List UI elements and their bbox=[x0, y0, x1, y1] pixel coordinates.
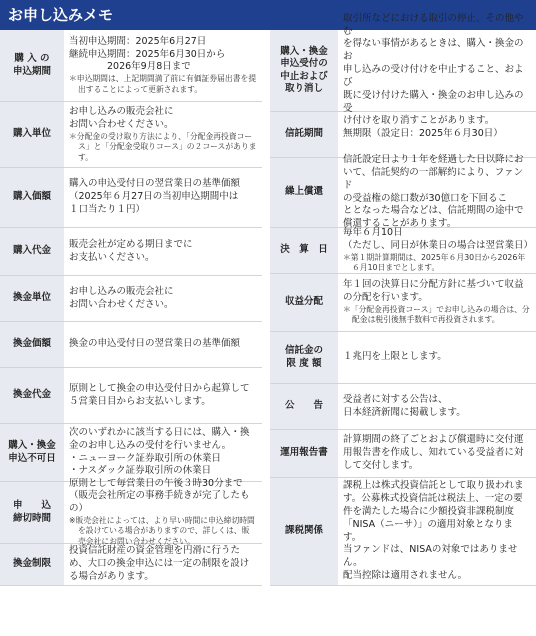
content-line: 金のお申し込みの受付を行いません。 bbox=[69, 439, 232, 451]
content-line: （ただし、同日が休業日の場合は翌営業日） bbox=[343, 239, 534, 251]
content-line: 当初申込期間：2025年6月27日 bbox=[69, 35, 207, 47]
memo-row bbox=[0, 544, 262, 586]
row-label: 換金制限 bbox=[0, 544, 64, 585]
memo-row bbox=[0, 30, 262, 102]
content-line: ととなった場合などは、信託期間の途中で bbox=[343, 205, 524, 217]
row-label: 信託期間 bbox=[270, 112, 338, 157]
content-line: お支払いください。 bbox=[69, 251, 155, 263]
row-label: 購入・換金 申込受付の 中止および 取り消し bbox=[270, 30, 338, 111]
content-line: 信託設定日より１年を経過した日以降にお bbox=[343, 154, 524, 166]
content-line: 毎年６月10日 bbox=[343, 227, 403, 239]
row-content bbox=[338, 478, 536, 585]
memo-row bbox=[270, 228, 536, 274]
row-content bbox=[338, 274, 536, 331]
content-note: ＊「分配金再投資コース」でお申し込みの場合は、分配金は税引後無手数料で再投資されます。 bbox=[343, 304, 530, 325]
row-label: 公 告 bbox=[270, 384, 338, 429]
row-content bbox=[64, 368, 262, 423]
content-line: 受益者に対する公告は、 bbox=[343, 393, 448, 405]
memo-row bbox=[0, 424, 262, 482]
memo-row bbox=[270, 430, 536, 478]
content-line: 用報告書を作成し、知れている受益者に対 bbox=[343, 447, 524, 459]
content-line: 課税上は株式投資信託として取り扱われま bbox=[343, 480, 524, 492]
content-line: 販売会社が定める期日までに bbox=[69, 238, 193, 250]
row-label: 運用報告書 bbox=[270, 430, 338, 477]
left-column bbox=[0, 30, 262, 586]
row-content bbox=[338, 154, 536, 230]
content-line: 2026年9月8日まで bbox=[69, 61, 191, 73]
memo-row bbox=[270, 112, 536, 158]
row-label: 購入単位 bbox=[0, 102, 64, 167]
row-content bbox=[64, 276, 262, 321]
content-line: ５営業日目からお支払いします。 bbox=[69, 395, 211, 407]
content-note: ＊分配金の受け取り方法により、「分配金再投資コース」と「分配金受取りコース」の２コースがあります。 bbox=[69, 131, 257, 162]
content-line: 無期限（設定日：2025年６月30日） bbox=[343, 128, 503, 140]
row-label: 購入代金 bbox=[0, 228, 64, 275]
content-line: の分配を行います。 bbox=[343, 291, 428, 303]
content-note: ※販売会社によっては、より早い時間に申込締切時間を設けている場合がありますので、詳しくは、販売会社にお問い合わせください。 bbox=[69, 515, 255, 546]
row-content bbox=[64, 168, 262, 227]
memo-row bbox=[270, 274, 536, 332]
content-line: る場合があります。 bbox=[69, 570, 154, 582]
memo-row bbox=[270, 154, 536, 230]
content-line: け付けを取り消すことがあります。 bbox=[343, 115, 495, 127]
content-line: 購入の申込受付日の翌営業日の基準価額 bbox=[69, 178, 241, 190]
content-note: ＊第１期計算期間は、2025年６月30日から2026年６月10日までとします。 bbox=[343, 252, 526, 273]
content-line: 換金の申込受付日の翌営業日の基準価額 bbox=[69, 338, 241, 350]
memo-row bbox=[0, 228, 262, 276]
content-line: 原則として換金の申込受付日から起算して bbox=[69, 382, 250, 394]
row-content bbox=[338, 384, 536, 429]
row-label: 換金価額 bbox=[0, 322, 64, 367]
row-content bbox=[338, 228, 536, 273]
row-content bbox=[64, 30, 262, 101]
content-line: （2025年６月27日の当初申込期間中は bbox=[69, 191, 239, 203]
row-label: 課税関係 bbox=[270, 478, 338, 585]
row-label: 繰上償還 bbox=[270, 158, 338, 227]
row-label: 購 入 の 申込期間 bbox=[0, 30, 64, 101]
memo-row bbox=[0, 477, 262, 546]
content-line: 既に受け付けた購入・換金のお申し込みの受 bbox=[343, 89, 524, 114]
row-label: 購入価額 bbox=[0, 168, 64, 227]
content-note: ＊申込期間は、上記期間満了前に有価証券届出書を提出することによって更新されます。 bbox=[69, 74, 257, 94]
content-line: ・ニューヨーク証券取引所の休業日 bbox=[69, 452, 222, 464]
content-line: 継続申込期間：2025年6月30日から bbox=[69, 48, 226, 60]
memo-row bbox=[270, 12, 536, 127]
content-line: 配当控除は適用されません。 bbox=[343, 569, 468, 581]
memo-row bbox=[270, 332, 536, 384]
row-label: 換金単位 bbox=[0, 276, 64, 321]
row-content bbox=[64, 102, 262, 167]
content-line: ん。 bbox=[343, 557, 363, 569]
memo-row bbox=[0, 368, 262, 424]
row-label: 申 込 締切時間 bbox=[0, 482, 64, 543]
row-content bbox=[64, 322, 262, 367]
page-title: お申し込みメモ bbox=[0, 0, 536, 30]
row-label: 収益分配 bbox=[270, 274, 338, 331]
memo-row bbox=[0, 168, 262, 228]
content-line: して交付します。 bbox=[343, 459, 419, 471]
content-line: を得ない事情があるときは、購入・換金のお bbox=[343, 38, 524, 63]
content-line: 原則として毎営業日の午後３時30分まで bbox=[69, 477, 243, 489]
content-line: 件を満たした場合に少額投資非課税制度 bbox=[343, 505, 515, 517]
row-content bbox=[64, 228, 262, 275]
content-line: お問い合わせください。 bbox=[69, 118, 174, 130]
content-line: 当ファンドは、NISAの対象ではありませ bbox=[343, 544, 518, 556]
memo-row bbox=[0, 102, 262, 168]
content-line: 年１回の決算日に分配方針に基づいて収益 bbox=[343, 279, 524, 291]
content-line: 取引所などにおける取引の停止、その他やむ bbox=[343, 12, 524, 37]
right-column bbox=[270, 12, 536, 586]
row-content bbox=[64, 424, 262, 481]
row-label: 購入・換金 申込不可日 bbox=[0, 424, 64, 481]
content-line: 次のいずれかに該当する日には、購入・換 bbox=[69, 426, 250, 438]
content-line: 償還することがあります。 bbox=[343, 218, 457, 230]
content-line: １口当たり１円） bbox=[69, 203, 146, 215]
content-line: 申し込みの受け付けを中止すること、および bbox=[343, 64, 524, 88]
memo-row bbox=[270, 478, 536, 586]
row-content bbox=[338, 12, 536, 127]
content-line: 日本経済新聞に掲載します。 bbox=[343, 406, 466, 418]
content-line: す。公募株式投資信託は税法上、一定の要 bbox=[343, 493, 523, 505]
content-line: （販売会社所定の事務手続きが完了したもの） bbox=[69, 490, 250, 515]
row-content bbox=[338, 430, 536, 477]
content-line: ・ナスダック証券取引所の休業日 bbox=[69, 465, 212, 477]
memo-row bbox=[270, 384, 536, 430]
content-line: 「NISA（ニーサ）」の適用対象となります。 bbox=[343, 518, 513, 543]
row-label: 換金代金 bbox=[0, 368, 64, 423]
row-label: 信託金の 限 度 額 bbox=[270, 332, 338, 383]
content-line: お申し込みの販売会社に bbox=[69, 105, 174, 117]
content-line: め、大口の換金申込には一定の制限を設け bbox=[69, 558, 250, 570]
row-content bbox=[64, 477, 262, 546]
memo-row bbox=[0, 276, 262, 322]
content-line: お問い合わせください。 bbox=[69, 298, 174, 310]
content-line: １兆円を上限とします。 bbox=[343, 351, 447, 363]
row-label: 決 算 日 bbox=[270, 228, 338, 273]
row-content bbox=[64, 544, 262, 585]
content-line: の受益権の総口数が30億口を下回るこ bbox=[343, 192, 508, 204]
memo-row bbox=[0, 322, 262, 368]
content-line: いて、信託契約の一部解約により、ファンド bbox=[343, 166, 524, 191]
content-line: 投資信託財産の資金管理を円滑に行うた bbox=[69, 545, 241, 557]
content-line: 計算期間の終了ごとおよび償還時に交付運 bbox=[343, 434, 524, 446]
row-content bbox=[338, 112, 536, 157]
content-line: お申し込みの販売会社に bbox=[69, 285, 174, 297]
row-content bbox=[338, 332, 536, 383]
